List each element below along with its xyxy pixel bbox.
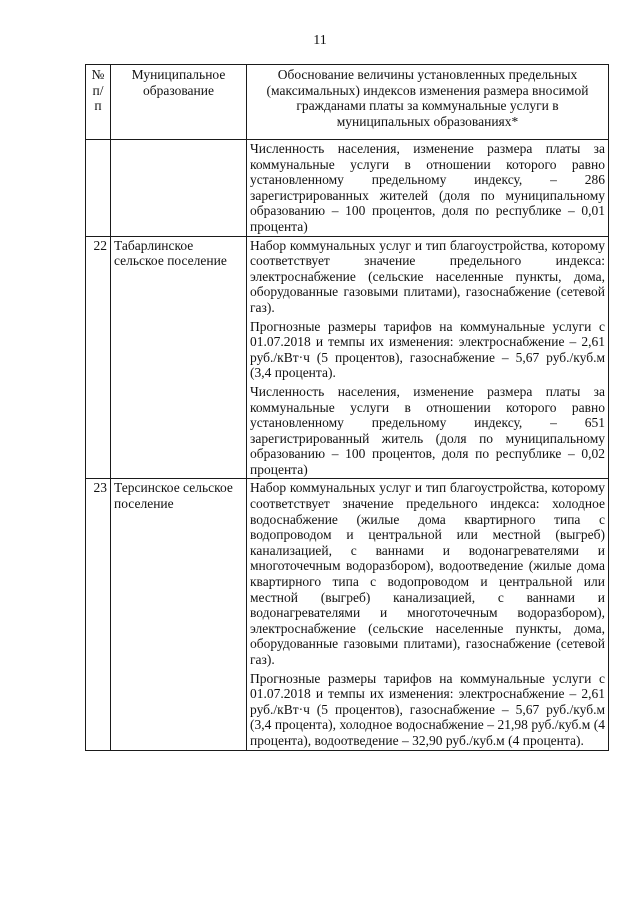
justification-paragraph: Прогнозные размеры тарифов на коммунальные услуги с 01.07.2018 и темпы их изменения: электроснабжение – 2,61 руб./кВт·ч (5 процентов), газоснабжение – 5,67 руб./куб.м (3,4 процента). (250, 318, 605, 381)
page-number: 11 (313, 33, 327, 48)
header-num: № п/п (86, 65, 111, 140)
row-num: 22 (86, 236, 111, 479)
table-row (86, 236, 609, 479)
table-row (86, 140, 609, 237)
justification-paragraph: Прогнозные размеры тарифов на коммунальные услуги с 01.07.2018 и темпы их изменения: электроснабжение – 2,61 руб./кВт·ч (5 процентов), газоснабжение – 5,67 руб./куб.м (3,4 процента), холодное водоснабжение – 21,98 руб./куб.м (4 процента), водоотведение – 32,90 руб./куб.м (4 процента). (250, 670, 605, 748)
row-municipality (111, 140, 247, 237)
row-justification (247, 236, 609, 479)
row-municipality: Табарлинское сельское поселение (111, 236, 247, 479)
table-header-row (86, 65, 609, 140)
row-num (86, 140, 111, 237)
row-municipality: Терсинское сельское поселение (111, 479, 247, 750)
justification-table (85, 64, 609, 751)
justification-paragraph: Численность населения, изменение размера платы за коммунальные услуги в отношении которого равно установленному предельному индексу, – 651 зарегистрированный житель (доля по муниципальному образованию – 100 процентов, доля по республике – 0,02 процента) (250, 383, 605, 477)
table-row (86, 479, 609, 750)
row-justification (247, 140, 609, 237)
header-justification: Обоснование величины установленных предельных (максимальных) индексов изменения размера вносимой гражданами платы за коммунальные услуги в муниципальных образованиях* (247, 65, 609, 140)
justification-paragraph: Численность населения, изменение размера платы за коммунальные услуги в отношении которого равно установленному предельному индексу, – 286 зарегистрированных жителей (доля по муниципальному образованию – 100 процентов, доля по республике – 0,01 процента) (250, 141, 605, 234)
header-municipality: Муниципальное образование (111, 65, 247, 140)
row-justification (247, 479, 609, 750)
justification-paragraph: Набор коммунальных услуг и тип благоустройства, которому соответствует значение предельного индекса: электроснабжение (сельские населенные пункты, дома, оборудованные газовыми плитами), газоснабжение (сетевой газ). (250, 237, 605, 315)
row-num: 23 (86, 479, 111, 750)
justification-paragraph: Набор коммунальных услуг и тип благоустройства, которому соответствует значение предельного индекса: холодное водоснабжение (жилые дома квартирного типа с водопроводом и центральной или местной (выгреб) канализацией, с ваннами и водонагревателями и многоточечным водоразбором), водоотведение (жилые дома квартирного типа с водопроводом и центральной или местной (выгреб) канализацией, с ваннами и водонагревателями и многоточечным водоразбором), электроснабжение (сельские населенные пункты, дома, оборудованные газовыми плитами), газоснабжение (сетевой газ). (250, 480, 605, 667)
